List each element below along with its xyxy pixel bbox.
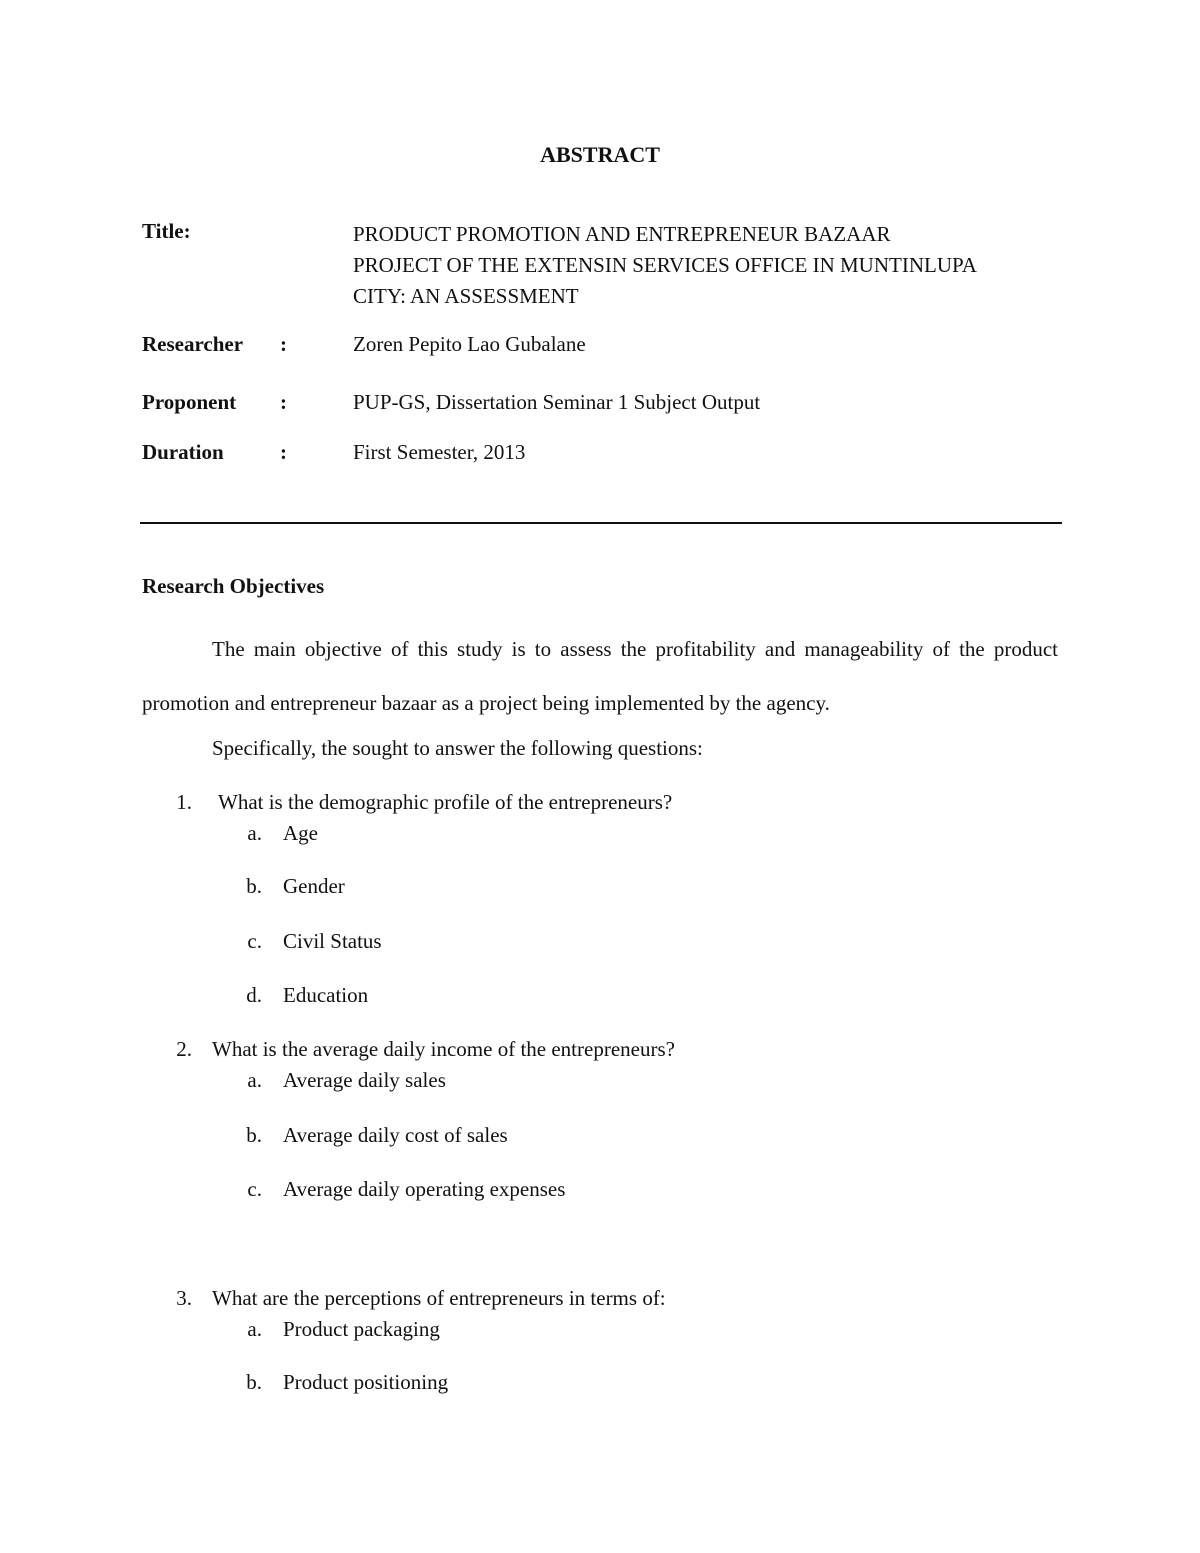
sub-item-letter: a. [247, 1068, 262, 1092]
duration-value: First Semester, 2013 [353, 440, 526, 464]
sub-item-text: Civil Status [283, 929, 382, 953]
question-text: What are the perceptions of entrepreneurs in terms of: [212, 1286, 666, 1310]
question-number: 1. [176, 790, 192, 814]
sub-item-text: Product packaging [283, 1317, 440, 1341]
researcher-colon: : [280, 332, 287, 356]
proponent-label: Proponent [142, 390, 237, 414]
sub-item-letter: a. [247, 1317, 262, 1341]
sub-item-letter: b. [246, 874, 262, 898]
duration-label: Duration [142, 440, 224, 464]
sub-item-letter: c. [247, 1177, 262, 1201]
sub-item-text: Age [283, 821, 318, 845]
duration-colon: : [280, 440, 287, 464]
sub-item-text: Average daily operating expenses [283, 1177, 566, 1201]
main-objective-text: The main objective of this study is to assess the profitability and manageability of the product promotion and entrepreneur bazaar as a project being implemented by the agency. [142, 637, 1058, 715]
researcher-label: Researcher [142, 332, 244, 356]
sub-item-text: Average daily cost of sales [283, 1123, 508, 1147]
sub-item-letter: b. [246, 1123, 262, 1147]
section-divider [140, 522, 1062, 524]
sub-item-text: Product positioning [283, 1370, 449, 1394]
sub-item-letter: b. [246, 1370, 262, 1394]
sub-item-text: Average daily sales [283, 1068, 446, 1092]
sub-item-letter: c. [247, 929, 262, 953]
question-number: 2. [176, 1037, 192, 1061]
main-objective-paragraph [142, 622, 1058, 730]
sub-item-text: Gender [283, 874, 345, 898]
question-text: What is the demographic profile of the entrepreneurs? [218, 790, 673, 814]
objectives-heading: Research Objectives [142, 574, 325, 598]
title-label: Title: [142, 219, 191, 243]
researcher-value: Zoren Pepito Lao Gubalane [353, 332, 586, 356]
page-title: ABSTRACT [540, 142, 660, 167]
proponent-value: PUP-GS, Dissertation Seminar 1 Subject Output [353, 390, 761, 414]
sub-item-text: Education [283, 983, 369, 1007]
question-number: 3. [176, 1286, 192, 1310]
specific-intro: Specifically, the sought to answer the following questions: [212, 736, 703, 760]
title-line: CITY: AN ASSESSMENT [353, 284, 579, 308]
title-value [353, 219, 977, 312]
question-text: What is the average daily income of the entrepreneurs? [212, 1037, 675, 1061]
title-line: PRODUCT PROMOTION AND ENTREPRENEUR BAZAAR [353, 222, 891, 246]
sub-item-letter: a. [247, 821, 262, 845]
title-line: PROJECT OF THE EXTENSIN SERVICES OFFICE IN MUNTINLUPA [353, 253, 977, 277]
proponent-colon: : [280, 390, 287, 414]
sub-item-letter: d. [246, 983, 262, 1007]
